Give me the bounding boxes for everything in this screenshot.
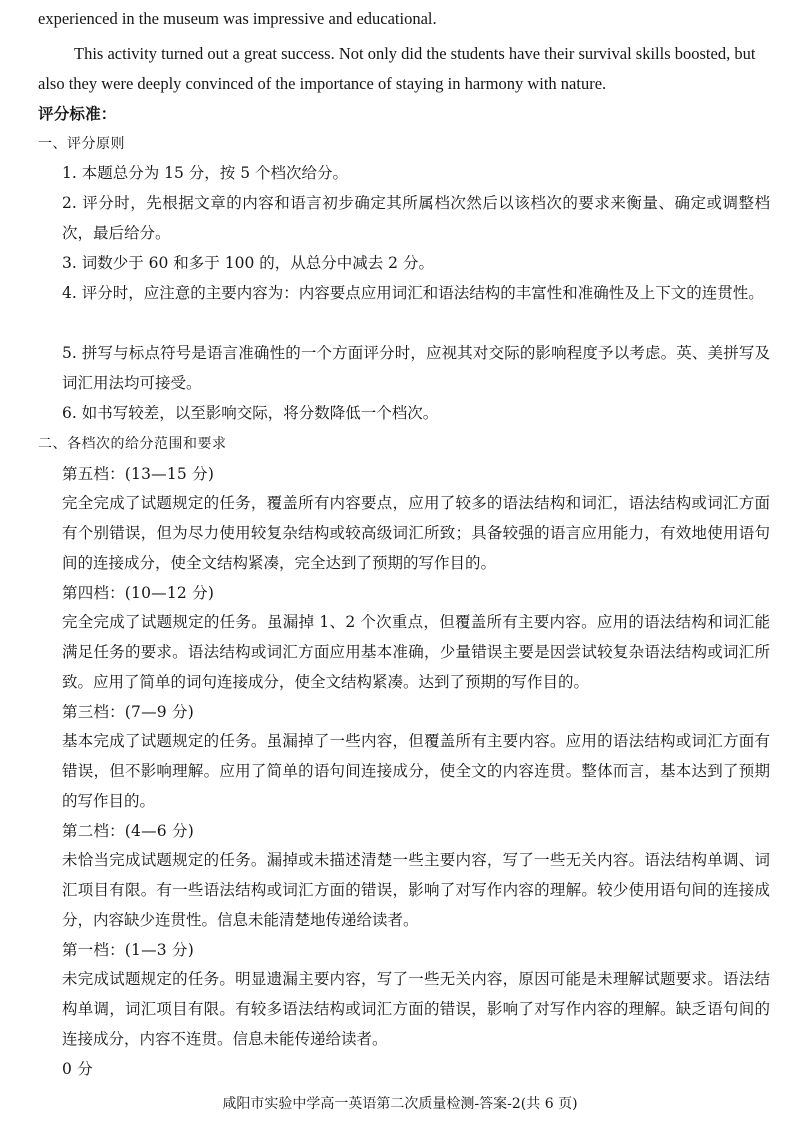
level-5-description: 完全完成了试题规定的任务，覆盖所有内容要点，应用了较多的语法结构和词汇，语法结构或词汇方面有个别错误，但为尽力使用较复杂结构或较高级词汇所致；具备较强的语言应用能力，有效地使用语句间的连接成分，使全文结构紧凑，完全达到了预期的写作目的。 xyxy=(62,494,770,572)
section-2-title: 二、各档次的给分范围和要求 xyxy=(38,436,227,452)
rule-item: 5. 拼写与标点符号是语言准确性的一个方面评分时，应视其对交际的影响程度予以考虑。英、美拼写及词汇用法均可接受。 xyxy=(62,344,770,392)
rule-item: 3. 词数少于 60 和多于 100 的，从总分中减去 2 分。 xyxy=(62,254,434,272)
rule-item: 2. 评分时，先根据文章的内容和语言初步确定其所属档次然后以该档次的要求来衡量、确定或调整档次，最后给分。 xyxy=(62,194,770,242)
level-4-description: 完全完成了试题规定的任务。虽漏掉 1、2 个次重点，但覆盖所有主要内容。应用的语法结构和词汇能满足任务的要求。语法结构或词汇方面应用基本准确，少量错误主要是因尝试较复杂语法结构或词汇所致。应用了简单的词句连接成分，使全文结构紧凑。达到了预期的写作目的。 xyxy=(62,613,770,691)
level-3-description: 基本完成了试题规定的任务。虽漏掉了一些内容，但覆盖所有主要内容。应用的语法结构或词汇方面有错误，但不影响理解。应用了简单的语句间连接成分，使全文的内容连贯。整体而言，基本达到了预期的写作目的。 xyxy=(62,732,770,810)
level-0-label: 0 分 xyxy=(62,1060,93,1078)
rule-item: 4. 评分时，应注意的主要内容为：内容要点应用词汇和语法结构的丰富性和准确性及上下文的连贯性。 xyxy=(62,284,764,302)
rule-item: 6. 如书写较差，以至影响交际，将分数降低一个档次。 xyxy=(62,404,439,422)
rule-item: 1. 本题总分为 15 分，按 5 个档次给分。 xyxy=(62,164,349,182)
level-2-label: 第二档：(4—6 分) xyxy=(62,822,194,840)
page-footer: 咸阳市实验中学高一英语第二次质量检测-答案-2(共 6 页) xyxy=(222,1096,578,1112)
level-3-label: 第三档：(7—9 分) xyxy=(62,703,194,721)
level-1-description: 未完成试题规定的任务。明显遗漏主要内容，写了一些无关内容，原因可能是未理解试题要求。语法结构单调，词汇项目有限。有较多语法结构或词汇方面的错误，影响了对写作内容的理解。缺乏语句间的连接成分，内容不连贯。信息未能传递给读者。 xyxy=(62,970,770,1048)
english-paragraph: This activity turned out a great success. Not only did the students have their survival skills boosted, but also they were deeply convinced of the importance of staying in harmony with nature. xyxy=(38,44,756,93)
english-paragraph-tail: experienced in the museum was impressive and educational. xyxy=(38,9,437,28)
section-1-title: 一、评分原则 xyxy=(38,136,125,152)
level-1-label: 第一档：(1—3 分) xyxy=(62,941,194,959)
scoring-title: 评分标准： xyxy=(38,104,117,123)
level-2-description: 未恰当完成试题规定的任务。漏掉或未描述清楚一些主要内容，写了一些无关内容。语法结构单调、词汇项目有限。有一些语法结构或词汇方面的错误，影响了对写作内容的理解。较少使用语句间的连接成分，内容缺少连贯性。信息未能清楚地传递给读者。 xyxy=(62,851,770,929)
level-5-label: 第五档：(13—15 分) xyxy=(62,465,215,483)
level-4-label: 第四档：(10—12 分) xyxy=(62,584,215,602)
